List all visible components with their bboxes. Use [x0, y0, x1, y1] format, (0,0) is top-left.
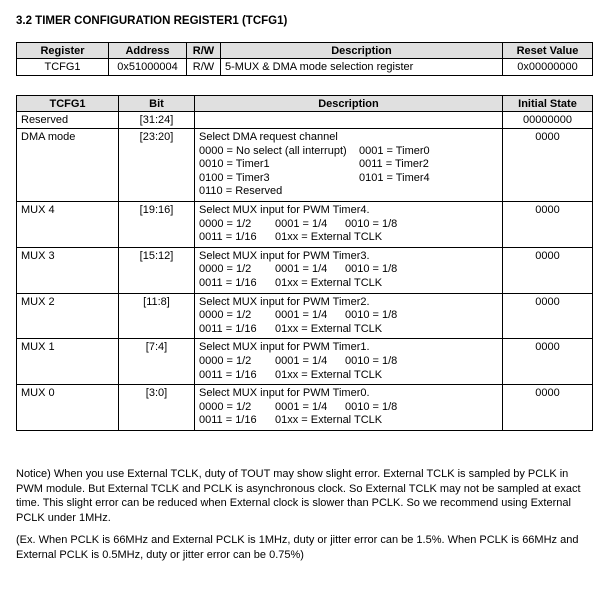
description-title: Select MUX input for PWM Timer3.	[199, 249, 370, 262]
field-bit: [11:8]	[119, 293, 195, 339]
field-bit: [19:16]	[119, 201, 195, 247]
option-text: 0000 = 1/2	[199, 400, 252, 413]
field-initial: 0000	[503, 247, 593, 293]
option-text: 0010 = 1/8	[345, 309, 398, 322]
option-text: 0001 = 1/4	[275, 400, 328, 413]
field-description	[195, 129, 503, 202]
description-title: Select MUX input for PWM Timer2.	[199, 295, 370, 308]
description-title: Select MUX input for PWM Timer0.	[199, 387, 370, 400]
option-text: 01xx = External TCLK	[275, 231, 383, 244]
option-text: 0010 = 1/8	[345, 263, 398, 276]
description-title: Select MUX input for PWM Timer1.	[199, 341, 370, 354]
field-bit: [7:4]	[119, 339, 195, 385]
field-name: MUX 4	[17, 201, 119, 247]
option-text: 0010 = 1/8	[345, 217, 398, 230]
option-text: 0100 = Timer3	[199, 171, 270, 184]
col-field: TCFG1	[17, 96, 119, 112]
option-text: 0001 = 1/4	[275, 354, 328, 367]
option-text: 01xx = External TCLK	[275, 276, 383, 289]
field-initial: 00000000	[503, 112, 593, 129]
option-text: 0001 = 1/4	[275, 309, 328, 322]
field-name: MUX 0	[17, 385, 119, 431]
table-row	[17, 293, 593, 339]
option-text: 01xx = External TCLK	[275, 414, 383, 427]
option-text: 0011 = 1/16	[199, 231, 257, 244]
table-row	[17, 201, 593, 247]
col-description: Description	[195, 96, 503, 112]
option-text: 0011 = Timer2	[359, 158, 429, 171]
option-text: 0000 = 1/2	[199, 354, 252, 367]
col-reset-value: Reset Value	[503, 43, 593, 59]
field-description	[195, 385, 503, 431]
register-address: 0x51000004	[109, 59, 187, 76]
table-row	[17, 112, 593, 129]
field-initial: 0000	[503, 129, 593, 202]
option-text: 0001 = 1/4	[275, 217, 328, 230]
field-bit: [15:12]	[119, 247, 195, 293]
col-register: Register	[17, 43, 109, 59]
option-text: 0010 = 1/8	[345, 400, 398, 413]
bit-table-header	[17, 96, 593, 112]
bit-table	[16, 95, 593, 431]
field-name: MUX 1	[17, 339, 119, 385]
option-text: 0011 = 1/16	[199, 276, 257, 289]
option-text: 0000 = 1/2	[199, 263, 252, 276]
example-paragraph: (Ex. When PCLK is 66MHz and External PCLK is 1MHz, duty or jitter error can be 1.5%. When PCLK is 66MHz and External PCLK is 0.5MHz, duty or jitter error can be 0.75%)	[16, 534, 579, 561]
description-title: Select MUX input for PWM Timer4.	[199, 203, 370, 216]
option-text: 0011 = 1/16	[199, 414, 257, 427]
field-name: DMA mode	[17, 129, 119, 202]
field-description	[195, 293, 503, 339]
table-row	[17, 339, 593, 385]
field-description	[195, 201, 503, 247]
col-initial-state: Initial State	[503, 96, 593, 112]
option-text: 0101 = Timer4	[359, 171, 430, 184]
option-text: 0001 = 1/4	[275, 263, 328, 276]
register-description: 5-MUX & DMA mode selection register	[221, 59, 503, 76]
register-name: TCFG1	[17, 59, 109, 76]
option-text: 0010 = 1/8	[345, 354, 398, 367]
table-row	[17, 129, 593, 202]
register-rw: R/W	[187, 59, 221, 76]
table-row	[17, 59, 593, 76]
option-text: 01xx = External TCLK	[275, 368, 383, 381]
field-bit: [3:0]	[119, 385, 195, 431]
col-bit: Bit	[119, 96, 195, 112]
field-name: MUX 3	[17, 247, 119, 293]
option-text: 0110 = Reserved	[199, 185, 283, 198]
option-text: 0000 = 1/2	[199, 309, 252, 322]
option-text: 01xx = External TCLK	[275, 322, 383, 335]
field-name: Reserved	[17, 112, 119, 129]
table-row	[17, 247, 593, 293]
col-rw: R/W	[187, 43, 221, 59]
field-initial: 0000	[503, 339, 593, 385]
option-text: 0010 = Timer1	[199, 158, 270, 171]
col-description: Description	[221, 43, 503, 59]
register-table-header	[17, 43, 593, 59]
register-reset: 0x00000000	[503, 59, 593, 76]
field-description	[195, 112, 503, 129]
table-row	[17, 385, 593, 431]
field-name: MUX 2	[17, 293, 119, 339]
field-bit: [31:24]	[119, 112, 195, 129]
option-text: 0001 = Timer0	[359, 144, 430, 157]
field-initial: 0000	[503, 385, 593, 431]
field-description	[195, 339, 503, 385]
section-title: 3.2 TIMER CONFIGURATION REGISTER1 (TCFG1)	[16, 15, 288, 27]
col-address: Address	[109, 43, 187, 59]
option-text: 0000 = 1/2	[199, 217, 252, 230]
field-bit: [23:20]	[119, 129, 195, 202]
option-text: 0011 = 1/16	[199, 368, 257, 381]
description-title: Select DMA request channel	[199, 131, 338, 143]
field-initial: 0000	[503, 293, 593, 339]
notice-paragraph: Notice) When you use External TCLK, duty of TOUT may show slight error. External TCLK is sampled by PCLK in PWM module. But External TCLK and PCLK is asynchronous clock. So External TCLK may not be sampled at exact time. This slight error can be reduced when External clock is slower than PCLK. So we recommend using External PCLK under 1MHz.	[16, 468, 581, 524]
option-text: 0000 = No select (all interrupt)	[199, 144, 347, 157]
register-table	[16, 42, 593, 76]
option-text: 0011 = 1/16	[199, 322, 257, 335]
field-initial: 0000	[503, 201, 593, 247]
field-description	[195, 247, 503, 293]
